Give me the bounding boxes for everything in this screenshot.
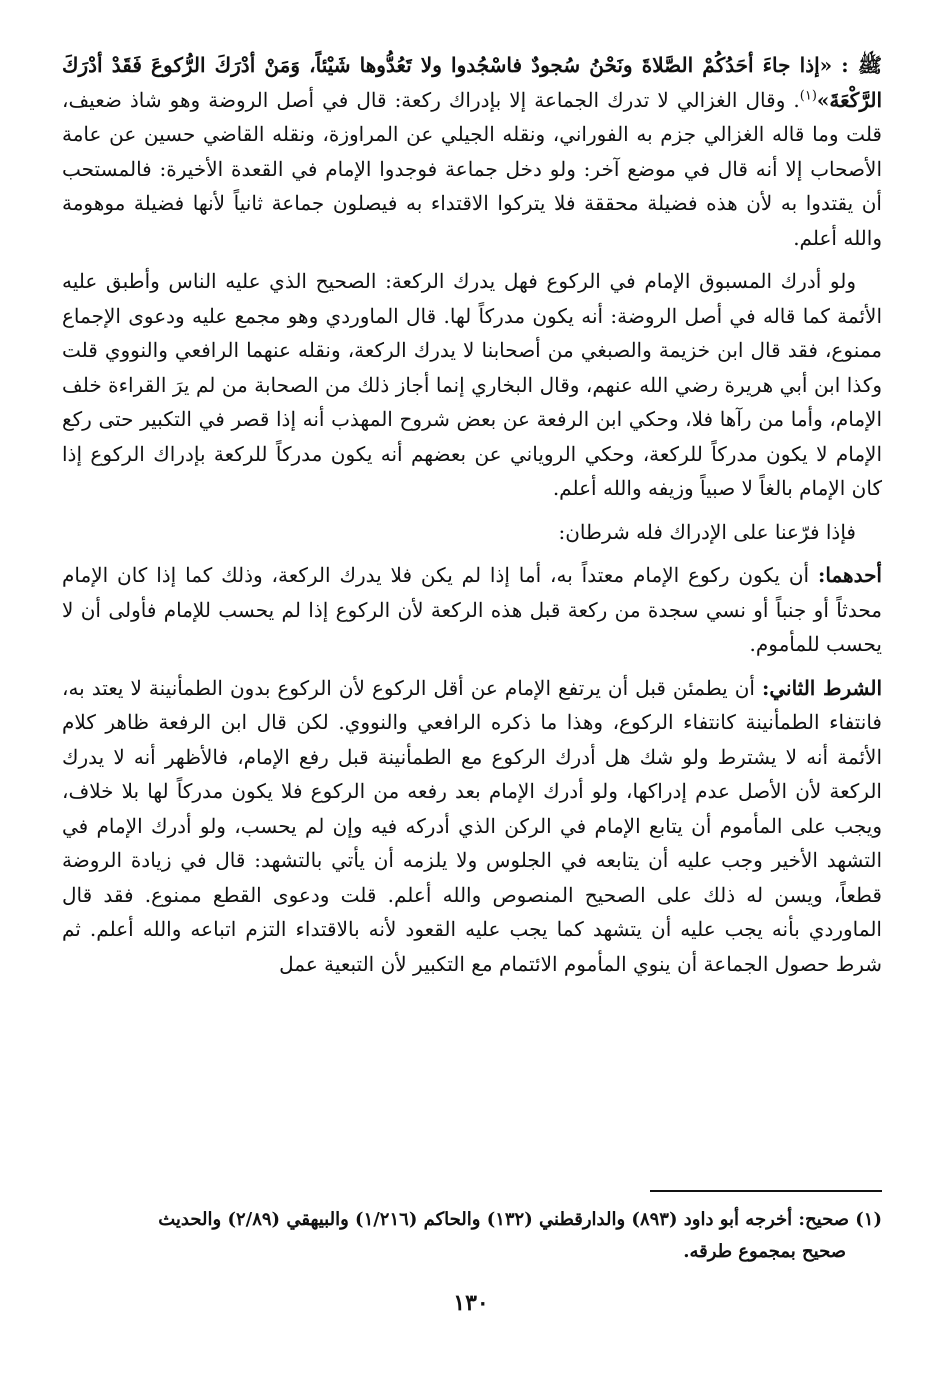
paragraph-4-text: أن يكون ركوع الإمام معتداً به، أما إذا لم يكن فلا يدرك الركعة، وذلك كما إذا كان الإمام محدثاً أو جنباً أو نسي سجدة من ركعة قبل هذه الركعة لأن الركوع إذا لم يحسب للإمام فأولى أن لا يحسب للمأموم. <box>62 563 882 656</box>
paragraph-5-text: أن يطمئن قبل أن يرتفع الإمام عن أقل الركوع لأن الركوع بدون الطمأنينة لا يعتد به، فانتفاء الطمأنينة كانتفاء الركوع، وهذا ما ذكره الرافعي والنووي. لكن قال ابن الرفعة ظاهر كلام الأئمة أنه لا يشترط ولو شك هل أدرك الركوع مع الطمأنينة قبل رفع الإمام، فالأظهر أنه لا يدرك الركعة لأن الأصل عدم إدراكها، ولو أدرك الإمام بعد رفعه من الركوع فلا يكون مدركاً لها بلا خلاف، ويجب على المأموم أن يتابع الإمام في الركن الذي أدركه فيه وإن لم يحسب، ولو أدرك الإمام في التشهد الأخير وجب عليه أن يتابعه في الجلوس ولا يلزمه أن يأتي بالتشهد: قال في زيادة الروضة قطعاً، ويسن له ذلك على الصحيح المنصوص والله أعلم. قلت ودعوى القطع ممنوع. فقد قال الماوردي بأنه يجب عليه أن يتشهد كما يجب عليه القعود لأنه بالاقتداء التزم اتباعه والله أعلم. ثم شرط حصول الجماعة أن ينوي المأموم الائتمام مع التكبير لأن التبعية عمل <box>62 675 882 976</box>
paragraph-3: فإذا فرّعنا على الإدراك فله شرطان: <box>558 519 856 544</box>
hadith-quote: ﷺ : «إذا جاءَ أحَدُكُمْ الصَّلاةَ ونَحْنُ سُجودٌ فاسْجُدوا ولا تَعُدُّوها شَيْئاً، وَمَنْ أدْرَكَ الرُّكوعَ فَقَدْ أدْرَكَ الرَّكْعَةَ» <box>62 53 882 112</box>
footnote-divider <box>650 1190 882 1192</box>
footnote <box>62 1204 882 1268</box>
footnote-line-2: صحيح بمجموع طرقه. <box>683 1241 846 1262</box>
footnote-reference[interactable]: (١) <box>799 87 817 103</box>
paragraph-5 <box>62 671 882 982</box>
paragraph-2: ولو أدرك المسبوق الإمام في الركوع فهل يدرك الركعة: الصحيح الذي عليه الناس وأطبق عليه الأئمة كما قاله في أصل الروضة: أنه يكون مدركاً لها. قال الماوردي وهو مجمع عليه ودعوى الإجماع ممنوع، فقد قال ابن خزيمة والصبغي من أصحابنا لا يدرك الركعة، ونقله عنهما الرافعي والنووي قلت وكذا ابن أبي هريرة رضي الله عنهم، وقال البخاري إنما أجاز ذلك من الصحابة من لم يرَ القراءة خلف الإمام، وأما من رآها فلا، وحكي ابن الرفعة عن بعض شروح المهذب أنه إذا قصر في التكبير حتى ركع الإمام لا يكون مدركاً للركعة، وحكي الروياني عن بعضهم أنه يكون مدركاً للركعة بإدراك الركوع إذا كان الإمام بالغاً لا صبياً وزيفه والله أعلم. <box>62 269 882 500</box>
paragraph-1-text: . وقال الغزالي لا تدرك الجماعة إلا بإدراك ركعة: قال في أصل الروضة وهو شاذ ضعيف، قلت وما قاله الغزالي جزم به الفوراني، ونقله الجيلي عن المراوزة، ونقله القاضي حسين عن عامة الأصحاب إلا أنه قال في موضع آخر: ولو دخل جماعة فوجدوا الإمام في القعدة الأخيرة: فالمستحب أن يقتدوا به لأن هذه فضيلة محققة فلا يتركوا الاقتداء به فيصلون جماعة ثانياً لأنها فضيلة موهومة والله أعلم. <box>62 87 882 250</box>
paragraph-4 <box>62 558 882 662</box>
paragraph-1 <box>62 48 882 255</box>
second-condition-heading: الشرط الثاني: <box>761 675 882 700</box>
page-body <box>62 48 882 981</box>
footnote-line-1: (١) صحيح: أخرجه أبو داود (٨٩٣) والدارقطني (١٣٢) والحاكم (١/٢١٦) والبيهقي (٢/٨٩) والحديث <box>158 1209 882 1230</box>
first-condition-heading: أحدهما: <box>817 563 882 587</box>
page-number: ١٣٠ <box>453 1290 489 1316</box>
